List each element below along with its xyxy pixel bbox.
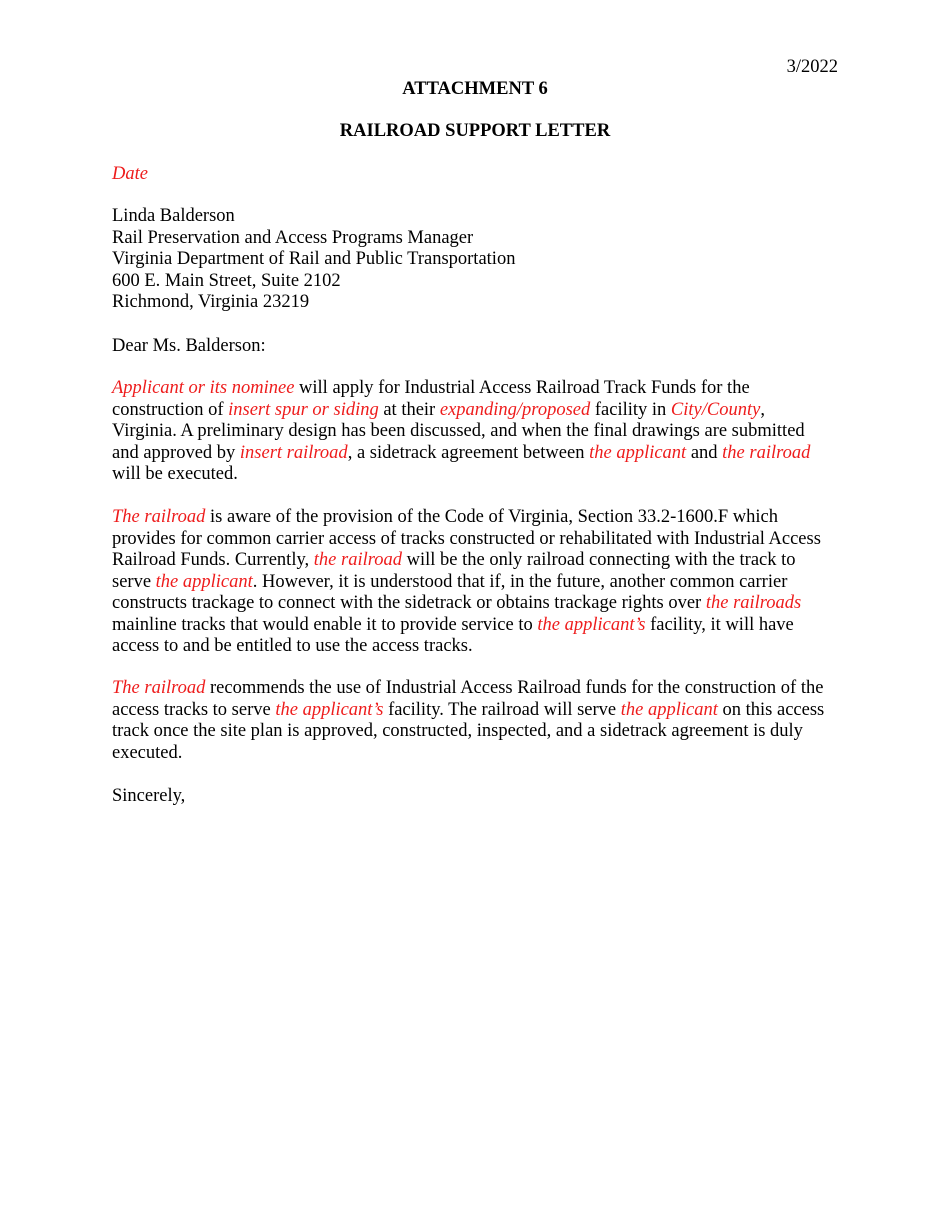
paragraph-line: access to and be entitled to use the access tracks. <box>112 636 473 656</box>
paragraph-application <box>112 378 847 486</box>
recipient-name: Linda Balderson <box>112 206 235 226</box>
body-text: recommends the use of Industrial Access Railroad funds for the construction of the <box>205 678 824 698</box>
placeholder-applicant-nominee: Applicant or its nominee <box>112 378 295 398</box>
paragraph-line: Virginia. A preliminary design has been discussed, and when the final drawings are submitted <box>112 421 805 441</box>
recipient-city-state-zip: Richmond, Virginia 23219 <box>112 292 310 312</box>
paragraph-line <box>112 378 847 400</box>
placeholder-the-applicant: the applicant <box>155 571 253 592</box>
placeholder-city-county: City/County <box>670 399 761 420</box>
body-text: serve <box>112 571 156 592</box>
body-text: will be the only railroad connecting with the track to <box>401 550 796 570</box>
placeholder-insert-railroad: insert railroad <box>239 442 348 463</box>
body-text: will apply for Industrial Access Railroad Track Funds for the <box>294 378 750 398</box>
salutation: Dear Ms. Balderson: <box>112 336 266 356</box>
paragraph-line: track once the site plan is approved, constructed, inspected, and a sidetrack agreement is duly <box>112 721 803 741</box>
paragraph-line <box>112 400 847 422</box>
body-text: on this access <box>717 699 825 720</box>
body-text: is aware of the provision of the Code of Virginia, Section 33.2-1600.F which <box>205 507 779 527</box>
placeholder-the-applicant: the applicant <box>589 442 687 463</box>
body-text: construction of <box>112 399 229 420</box>
placeholder-the-applicant: the applicant <box>620 699 718 720</box>
placeholder-the-applicants: the applicant’s <box>537 614 646 635</box>
paragraph-line <box>112 615 847 637</box>
paragraph-line <box>112 593 847 615</box>
attachment-number: ATTACHMENT 6 <box>402 79 548 99</box>
revision-date: 3/2022 <box>786 57 838 77</box>
paragraph-line <box>112 572 847 594</box>
placeholder-expanding-proposed: expanding/proposed <box>439 399 591 420</box>
placeholder-the-railroads: the railroads <box>705 593 802 613</box>
placeholder-the-railroad: The railroad <box>112 507 206 527</box>
body-text: facility, it will have <box>645 614 794 635</box>
body-text: mainline tracks that would enable it to provide service to <box>112 614 538 635</box>
body-text: facility in <box>590 399 671 420</box>
paragraph-line <box>112 678 847 700</box>
body-text: and approved by <box>112 442 240 463</box>
body-text: access tracks to serve <box>112 699 276 720</box>
placeholder-the-applicants: the applicant’s <box>275 699 384 720</box>
paragraph-line: provides for common carrier access of tracks constructed or rehabilitated with Industrial Access <box>112 528 821 549</box>
recipient-position: Rail Preservation and Access Programs Manager <box>112 227 474 248</box>
body-text: at their <box>378 399 440 420</box>
body-text: Railroad Funds. Currently, <box>112 550 314 570</box>
date-placeholder: Date <box>112 164 148 184</box>
paragraph-line <box>112 443 847 465</box>
paragraph-line <box>112 700 847 722</box>
placeholder-spur-or-siding: insert spur or siding <box>228 399 379 420</box>
paragraph-line: executed. <box>112 742 183 763</box>
letter-title: RAILROAD SUPPORT LETTER <box>339 121 611 141</box>
body-text: and <box>686 442 723 463</box>
paragraph-line <box>112 507 847 529</box>
paragraph-code-of-virginia <box>112 507 847 658</box>
placeholder-the-railroad: the railroad <box>722 442 811 463</box>
paragraph-recommendation <box>112 678 847 764</box>
paragraph-line: will be executed. <box>112 464 238 484</box>
body-text: constructs trackage to connect with the sidetrack or obtains trackage rights over <box>112 593 706 613</box>
body-text: facility. The railroad will serve <box>383 699 621 720</box>
body-text: . However, it is understood that if, in the future, another common carrier <box>252 571 788 592</box>
body-text: , a sidetrack agreement between <box>347 442 590 463</box>
body-text: , <box>760 399 765 420</box>
paragraph-line <box>112 550 847 572</box>
closing: Sincerely, <box>112 786 186 806</box>
recipient-address <box>112 206 847 314</box>
placeholder-the-railroad: The railroad <box>112 678 206 698</box>
placeholder-the-railroad: the railroad <box>313 550 402 570</box>
recipient-street: 600 E. Main Street, Suite 2102 <box>112 270 341 291</box>
recipient-organization: Virginia Department of Rail and Public Transportation <box>112 249 516 269</box>
